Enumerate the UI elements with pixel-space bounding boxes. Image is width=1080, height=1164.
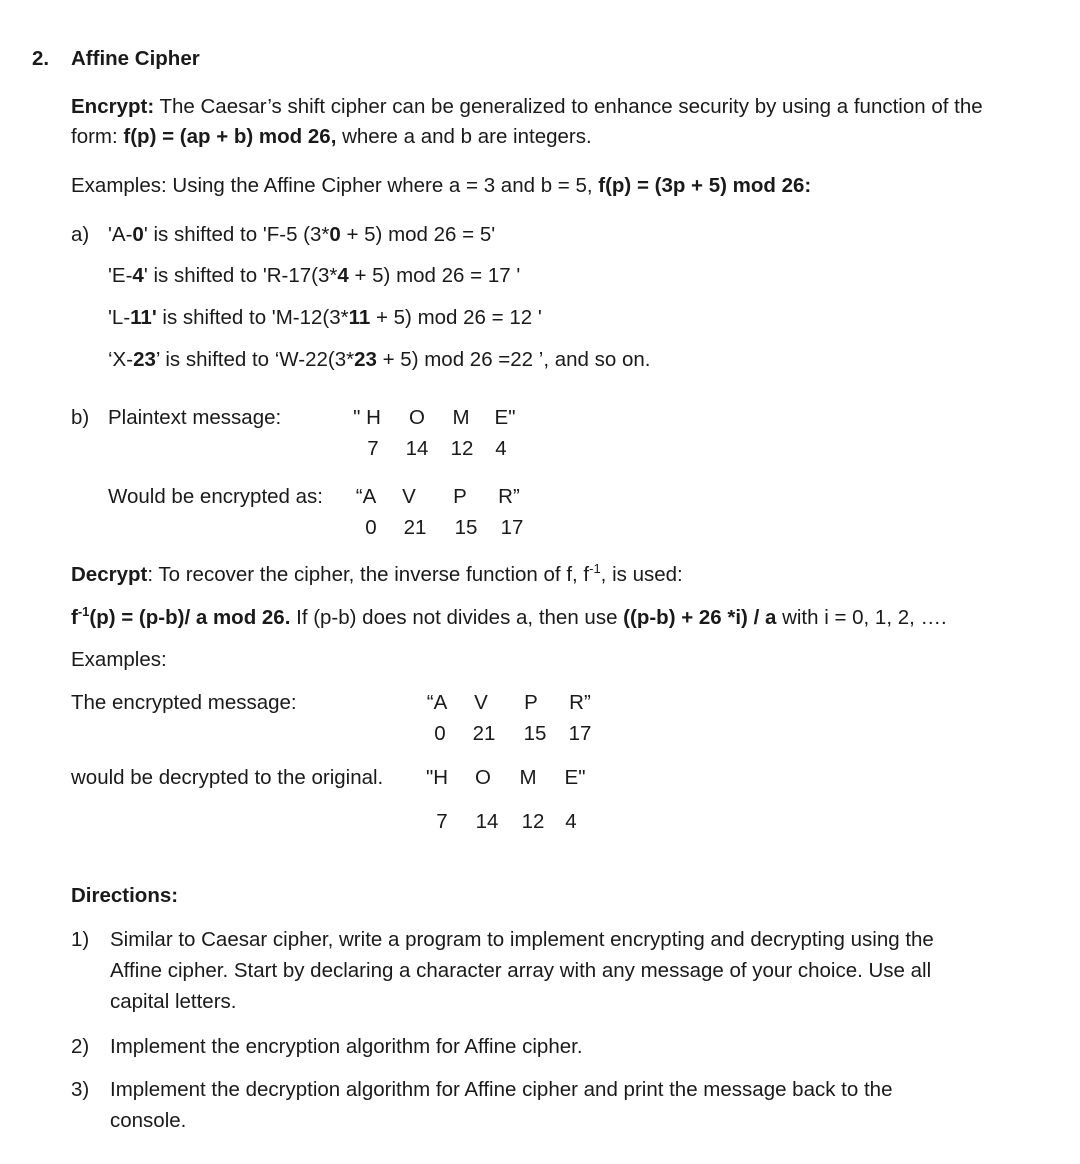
decrypt-examples: Examples: <box>71 648 167 671</box>
encrypt-text: The Caesar’s shift cipher can be generalized to enhance security by using a function of the <box>154 95 983 118</box>
plain-number: 7 <box>367 437 379 460</box>
part-b-marker: b) <box>71 406 90 429</box>
direction-text: Similar to Caesar cipher, write a program to implement encrypting and decrypting using the <box>110 928 934 951</box>
enc-letter: “A <box>355 485 377 508</box>
text: + 5) mod 26 =22 ’, and so on. <box>376 348 651 371</box>
bold-number: 11' <box>130 306 157 329</box>
dec-letter: E" <box>564 766 586 789</box>
enc-letter: V <box>402 485 416 508</box>
dec-enc-letter: R” <box>569 691 591 714</box>
enc-letter: P <box>453 485 467 508</box>
text: ’ is shifted to ‘W-22(3* <box>155 348 355 371</box>
dec-enc-letter: “A <box>426 691 448 714</box>
decrypted-label: would be decrypted to the original. <box>71 766 384 789</box>
section-number: 2. <box>32 47 50 70</box>
f-symbol: f <box>71 605 78 629</box>
direction-number: 1) <box>71 928 90 951</box>
bold-number: 0 <box>132 223 144 246</box>
direction-text: Implement the encryption algorithm for Affine cipher. <box>110 1035 583 1058</box>
encrypted-as-label: Would be encrypted as: <box>108 485 323 508</box>
encrypt-form-prefix: form: <box>71 125 124 148</box>
enc-number: 0 <box>365 516 377 539</box>
direction-text: capital letters. <box>110 990 237 1013</box>
bold-number: 4 <box>337 264 349 287</box>
encrypt-line-2 <box>71 125 592 149</box>
text: 'E- <box>108 264 133 287</box>
decrypt-label: Decrypt <box>71 562 148 586</box>
inverse-formula: (p) = (p-b)/ a mod 26. <box>89 605 291 629</box>
inverse-formula-line <box>71 604 947 630</box>
direction-text: Implement the decryption algorithm for Affine cipher and print the message back to the <box>110 1078 893 1101</box>
part-a-line <box>108 223 495 247</box>
dec-enc-number: 21 <box>472 722 496 745</box>
plain-letter: E" <box>494 406 516 429</box>
dec-letter: "H <box>425 766 449 789</box>
text: ' is shifted to 'F-5 (3* <box>143 223 330 246</box>
bold-number: 11 <box>348 306 371 329</box>
encrypt-line-1 <box>71 95 983 119</box>
text: ‘X- <box>108 348 134 371</box>
plain-number: 14 <box>405 437 429 460</box>
text: 'L- <box>108 306 131 329</box>
part-a-marker: a) <box>71 223 90 246</box>
dec-enc-number: 0 <box>434 722 446 745</box>
decrypt-text: : To recover the cipher, the inverse function of f, f <box>147 562 590 586</box>
enc-number: 21 <box>403 516 427 539</box>
direction-number: 2) <box>71 1035 90 1058</box>
bold-number: 23 <box>133 348 156 371</box>
text: ' is shifted to 'R-17(3* <box>143 264 338 287</box>
decrypt-line <box>71 561 683 587</box>
inverse-mid: If (p-b) does not divides a, then use <box>290 605 624 629</box>
examples-formula: f(p) = (3p + 5) mod 26: <box>598 174 812 197</box>
text: + 5) mod 26 = 5' <box>340 223 496 246</box>
text: 'A- <box>108 223 133 246</box>
superscript: -1 <box>589 561 601 576</box>
plain-letter: " H <box>353 406 381 429</box>
encrypted-message-label: The encrypted message: <box>71 691 297 714</box>
encrypt-formula: f(p) = (ap + b) mod 26, <box>123 125 337 148</box>
enc-letter: R” <box>498 485 520 508</box>
examples-line <box>71 174 811 198</box>
enc-number: 15 <box>454 516 478 539</box>
dec-enc-letter: P <box>524 691 538 714</box>
bold-number: 4 <box>132 264 144 287</box>
dec-number: 12 <box>521 810 545 833</box>
plaintext-label: Plaintext message: <box>108 406 282 429</box>
part-a-line <box>108 348 650 372</box>
inverse-formula-2: ((p-b) + 26 *i) / a <box>623 605 777 629</box>
part-a-line <box>108 264 520 288</box>
dec-letter: O <box>475 766 491 789</box>
dec-number: 14 <box>475 810 499 833</box>
dec-number: 7 <box>436 810 448 833</box>
enc-number: 17 <box>500 516 524 539</box>
direction-number: 3) <box>71 1078 90 1101</box>
plain-number: 4 <box>495 437 507 460</box>
part-a-line <box>108 306 542 330</box>
direction-text: Affine cipher. Start by declaring a character array with any message of your choice. Use all <box>110 959 932 982</box>
bold-number: 0 <box>329 223 341 246</box>
text: + 5) mod 26 = 17 ' <box>348 264 521 287</box>
plain-letter: O <box>409 406 425 429</box>
direction-text: console. <box>110 1109 187 1132</box>
dec-enc-number: 17 <box>568 722 592 745</box>
inverse-tail: with i = 0, 1, 2, …. <box>776 605 947 629</box>
dec-enc-number: 15 <box>523 722 547 745</box>
text: is shifted to 'M-12(3* <box>156 306 349 329</box>
encrypt-form-suffix: where a and b are integers. <box>336 125 592 148</box>
encrypt-label: Encrypt: <box>71 95 155 118</box>
plain-letter: M <box>452 406 470 429</box>
plain-number: 12 <box>450 437 474 460</box>
bold-number: 23 <box>354 348 377 371</box>
dec-enc-letter: V <box>474 691 488 714</box>
section-title: Affine Cipher <box>71 47 200 70</box>
decrypt-text-end: , is used: <box>600 562 683 586</box>
directions-title: Directions: <box>71 884 179 907</box>
dec-letter: M <box>519 766 537 789</box>
dec-number: 4 <box>565 810 577 833</box>
examples-prefix: Examples: Using the Affine Cipher where a = 3 and b = 5, <box>71 174 599 197</box>
text: + 5) mod 26 = 12 ' <box>370 306 542 329</box>
superscript: -1 <box>77 604 90 619</box>
